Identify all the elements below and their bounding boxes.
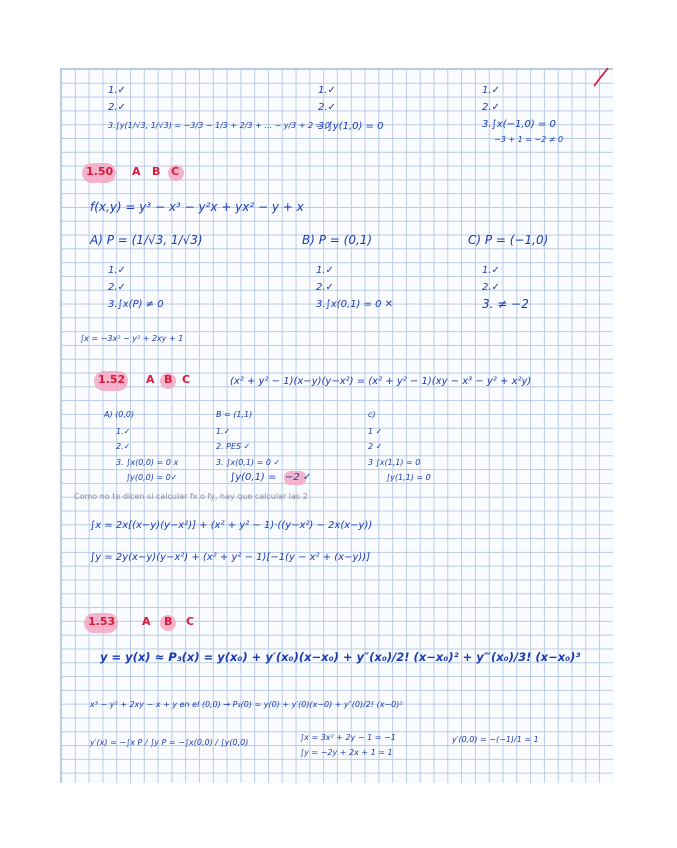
line3d-1-53: y′(0,0) = −(−1)/1 = 1 [452,735,539,744]
point-b-1-52: B = (1,1) [216,410,253,419]
problem-number-1-50: 1.50 [86,165,114,178]
c2-1-52: 2 ✓ [368,442,383,451]
b4-1-52: ∫y(0,1) = [230,472,277,483]
c3-1-50: 3. ≠ −2 [482,297,529,311]
point-c-1-52: c) [368,410,376,419]
c2-1-50: 2.✓ [482,282,500,293]
line2-1-53: x³ − y² + 2xy − x + y en el (0,0) → P₃(0) = y(0) + y′(0)(x−0) + y″(0)/2! (x−0)² [90,700,403,709]
b1-1-50: 1.✓ [316,265,334,276]
fy-1-52: ∫y = 2y(x−y)(y−x²) + (x² + y² − 1)[−1(y − x² + (x−y))] [90,552,371,563]
c1-1-50: 1.✓ [482,265,500,276]
top-c1: 1.✓ [482,85,500,96]
point-a-1-52: A) (0,0) [104,410,135,419]
a1-1-50: 1.✓ [108,265,126,276]
point-a-1-50: A) P = (1/√3, 1/√3) [90,233,203,247]
top-c2: 2.✓ [482,102,500,113]
c1-1-52: 1 ✓ [368,427,383,436]
option-a-1-53: A [142,615,151,628]
c4-1-52: ∫y(1,1) = 0 [386,473,431,482]
function-1-52: (x² + y² − 1)(x−y)(y−x²) = (x² + y² − 1)(xy − x³ − y² + x²y) [230,376,532,387]
a3-1-52: 3. ∫x(0,0) = 0 x [116,458,179,467]
option-c-1-50: C [171,165,180,178]
line3b-1-53: ∫x = 3x² + 2y − 1 = −1 [300,733,396,742]
option-a-1-50: A [132,165,141,178]
top-b3: 3.∫y(1,0) = 0 [318,121,384,132]
b4-value-1-52: −2 ✓ [285,472,312,483]
function-1-50: f(x,y) = y³ − x³ − y²x + yx² − y + x [90,200,304,214]
fx-1-52: ∫x = 2x[(x−y)(y−x²)] + (x² + y² − 1)·((y−x²) − 2x(x−y)) [90,520,373,531]
top-a1: 1.✓ [108,85,126,96]
top-c3: 3.∫x(−1,0) = 0 [482,119,556,130]
c3-1-52: 3 ∫x(1,1) = 0 [368,458,421,467]
top-b2: 2.✓ [318,102,336,113]
a4-1-52: ∫y(0,0) = 0✓ [126,473,178,482]
option-b-1-52: B [164,373,173,386]
fx-1-50: ∫x = −3x² − y² + 2xy + 1 [80,334,184,343]
top-a3: 3.∫y(1/√3, 1/√3) = −3/3 − 1/3 + 2/3 + ... − y/3 + 2 = 0 [108,121,330,130]
red-check-mark [592,66,610,88]
top-c4: −3 + 1 = −2 ≠ 0 [494,135,564,144]
a2-1-50: 2.✓ [108,282,126,293]
pencil-note-1-52: Como no te dicen si calcular fx o fy, hay que calcular las 2 [74,492,308,501]
option-b-1-53: B [164,615,173,628]
option-c-1-52: C [182,373,191,386]
top-b1: 1.✓ [318,85,336,96]
problem-number-1-52: 1.52 [98,373,126,386]
option-c-1-53: C [186,615,195,628]
line3c-1-53: ∫y = −2y + 2x + 1 = 1 [300,748,393,757]
taylor-formula-1-53: y = y(x) ≈ P₃(x) = y(x₀) + y′(x₀)(x−x₀) + y″(x₀)/2! (x−x₀)² + y‴(x₀)/3! (x−x₀)³ [100,650,581,664]
top-a2: 2.✓ [108,102,126,113]
b2-1-52: 2. PES ✓ [216,442,251,451]
b3-1-50: 3.∫x(0,1) = 0 ✕ [316,299,394,310]
b2-1-50: 2.✓ [316,282,334,293]
a1-1-52: 1.✓ [116,427,131,436]
line3a-1-53: y′(x) = −∫x P / ∫y P = −∫x(0,0) / ∫y(0,0) [90,738,249,747]
b3-1-52: 3. ∫x(0,1) = 0 ✓ [216,458,281,467]
option-a-1-52: A [146,373,155,386]
grid-paper [60,68,613,783]
b1-1-52: 1.✓ [216,427,231,436]
a3-1-50: 3.∫x(P) ≠ 0 [108,299,164,310]
point-b-1-50: B) P = (0,1) [302,233,373,247]
point-c-1-50: C) P = (−1,0) [468,233,549,247]
problem-number-1-53: 1.53 [88,615,116,628]
option-b-1-50: B [152,165,161,178]
a2-1-52: 2.✓ [116,442,131,451]
